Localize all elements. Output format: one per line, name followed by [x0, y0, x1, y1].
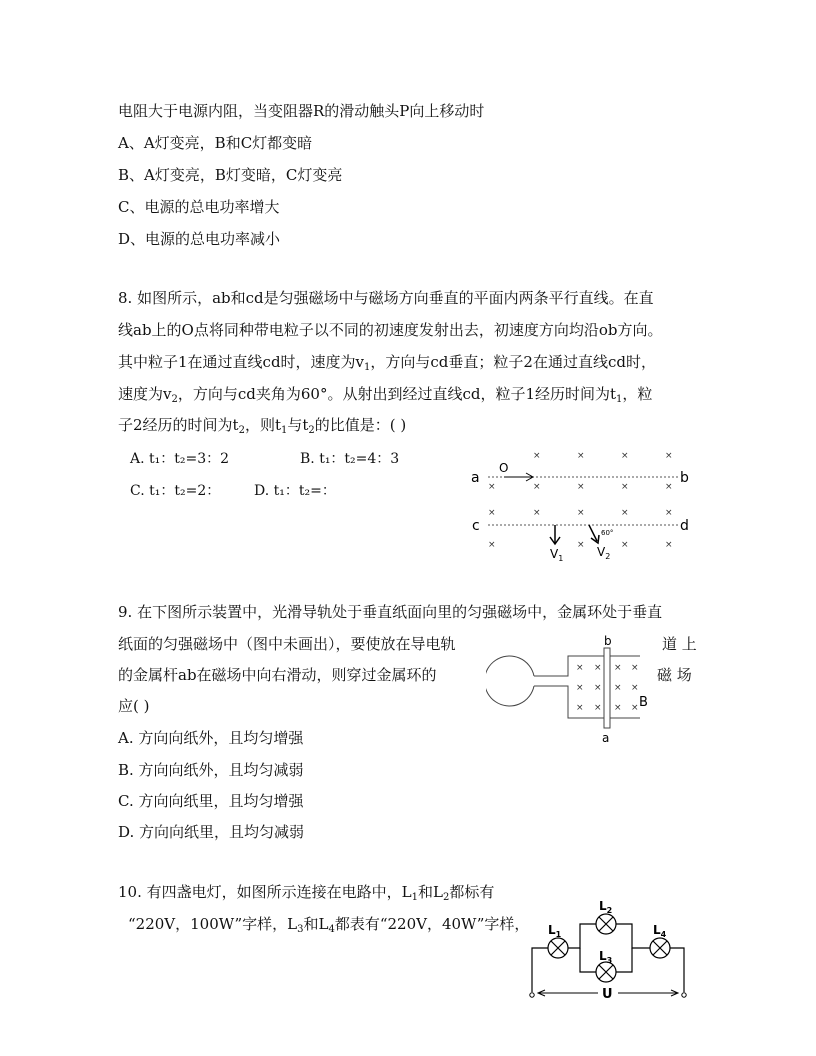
terminal-right	[682, 993, 686, 997]
q9-line-1: 9. 在下图所示装置中，光滑导轨处于垂直纸面向里的匀强磁场中，金属环处于垂直	[118, 603, 663, 621]
field-mark: ×	[576, 663, 584, 673]
q7-option-d: D、电源的总电功率减小	[118, 230, 281, 248]
field-mark: ×	[614, 703, 622, 713]
q8-option-d: D. t₁：t₂=：	[254, 483, 336, 499]
q8-line-3: 其中粒子1在通过直线cd时，速度为$v_1$，方向与cd垂直；粒子2在通过直线cd时，	[118, 353, 656, 373]
lamp-L1-cross	[551, 941, 565, 955]
q8-line-4: 速度为$v_2$，方向与cd夹角为60°。从射出到经过直线cd，粒子1经历时间为$t_1$，粒	[118, 385, 653, 405]
label-d: d	[680, 518, 689, 534]
field-mark: ×	[621, 540, 629, 550]
field-mark: ×	[594, 703, 602, 713]
q8-line-2: 线ab上的O点将同种带电粒子以不同的初速度发射出去，初速度方向均沿ob方向。	[118, 321, 663, 339]
label-c: c	[472, 518, 480, 534]
field-mark: ×	[594, 663, 602, 673]
q7-option-a: A、A灯变亮，B和C灯都变暗	[118, 134, 313, 152]
label-L4: $L_4$	[653, 923, 667, 939]
lamp-L4-cross	[653, 941, 667, 955]
terminal-left	[530, 993, 534, 997]
label-L3: $L_3$	[599, 949, 613, 965]
q9-ring-rail-figure	[486, 634, 666, 746]
label-L2: $L_2$	[599, 899, 613, 915]
rod-label-a: a	[602, 731, 610, 745]
q7-stem-tail: 电阻大于电源内阻，当变阻器R的滑动触头P向上移动时	[118, 102, 485, 120]
field-mark: ×	[665, 482, 673, 492]
q8-option-b: B. t₁：t₂=4：3	[300, 451, 400, 467]
rod-label-b: b	[604, 634, 612, 648]
field-mark: ×	[665, 451, 673, 461]
lamp-L2-cross	[599, 917, 613, 931]
field-mark: ×	[631, 663, 639, 673]
field-mark: ×	[614, 663, 622, 673]
q10-line-1: 10. 有四盏电灯，如图所示连接在电路中，$L_1$和$L_2$都标有	[118, 883, 495, 903]
q9-option-b: B. 方向向纸外，且均匀减弱	[118, 761, 304, 779]
q9-line-3-right: 磁 场	[657, 666, 692, 684]
field-mark: ×	[621, 482, 629, 492]
field-mark: ×	[631, 683, 639, 693]
field-mark: ×	[621, 451, 629, 461]
field-mark: ×	[631, 703, 639, 713]
label-o: O	[499, 461, 509, 475]
field-mark: ×	[594, 683, 602, 693]
angle-label: 60°	[601, 529, 614, 537]
field-mark: ×	[533, 508, 541, 518]
field-mark: ×	[576, 683, 584, 693]
q9-option-a: A. 方向向纸外，且均匀增强	[118, 729, 304, 747]
field-mark: ×	[577, 451, 585, 461]
lamp-L3-cross	[599, 965, 613, 979]
field-mark: ×	[577, 482, 585, 492]
field-mark: ×	[488, 508, 496, 518]
field-mark: ×	[621, 508, 629, 518]
label-L1: $L_1$	[548, 923, 562, 939]
q9-line-3: 的金属杆ab在磁场中向右滑动，则穿过金属环的	[118, 666, 437, 684]
q8-option-a: A. t₁：t₂=3：2	[130, 451, 230, 467]
q9-line-2-right: 道 上	[662, 635, 697, 653]
q10-line-2: “220V，100W”字样，$L_3$和$L_4$都表有“220V，40W”字样，	[128, 915, 530, 935]
field-mark: ×	[577, 508, 585, 518]
field-mark: ×	[576, 703, 584, 713]
field-mark: ×	[488, 482, 496, 492]
q9-line-2: 纸面的匀强磁场中（图中未画出），要使放在导电轨	[118, 635, 456, 653]
q8-magnetic-field-figure	[466, 444, 702, 566]
field-mark: ×	[577, 540, 585, 550]
field-mark: ×	[533, 451, 541, 461]
q8-line-1: 8. 如图所示，ab和cd是匀强磁场中与磁场方向垂直的平面内两条平行直线。在直	[118, 289, 654, 307]
metal-rod-ab	[604, 648, 610, 728]
field-mark: ×	[488, 540, 496, 550]
field-mark: ×	[665, 508, 673, 518]
v2-label: $V_2$	[597, 545, 611, 561]
label-b: b	[680, 470, 689, 486]
field-label-B: B	[639, 695, 648, 710]
q9-line-4: 应( )	[118, 697, 150, 715]
field-mark: ×	[665, 540, 673, 550]
field-mark: ×	[614, 683, 622, 693]
field-marks	[488, 451, 673, 550]
q8-option-c: C. t₁：t₂=2：	[130, 483, 221, 499]
q9-option-c: C. 方向向纸里，且均匀增强	[118, 792, 304, 810]
q8-line-5: 子2经历的时间为$t_2$，则$t_1$与$t_2$的比值是：( )	[118, 416, 407, 436]
field-mark: ×	[533, 482, 541, 492]
v1-label: $V_1$	[550, 547, 564, 563]
q9-option-d: D. 方向向纸里，且均匀减弱	[118, 823, 305, 841]
q7-option-c: C、电源的总电功率增大	[118, 198, 280, 216]
label-U: U	[602, 987, 613, 1002]
q7-option-b: B、A灯变亮，B灯变暗，C灯变亮	[118, 166, 343, 184]
label-a: a	[471, 470, 480, 486]
q10-circuit-figure	[526, 894, 696, 1004]
